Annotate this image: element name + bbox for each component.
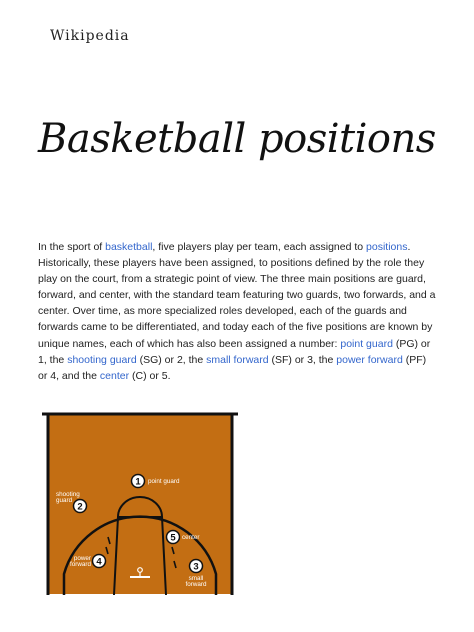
position-number: 2 xyxy=(77,501,83,513)
intro-text: . Historically, these players have been assigned, to positions defined by the role they play on the court, from a strategic point of view. The three main positions are guard, forward, and center, with the standard team featuring two guards, two forwards, and a center. Over time, as more specialized roles developed, each of the guards and forwards came to be differentiated, and today each of the five positions are known by unique names, each of which has also been assigned a number: xyxy=(38,241,436,350)
link-positions[interactable]: positions xyxy=(366,241,408,253)
position-label: guard xyxy=(56,497,73,504)
position-number: 1 xyxy=(135,476,141,488)
position-label: small xyxy=(188,575,204,582)
position-number: 5 xyxy=(170,532,176,544)
page-title: Basketball positions xyxy=(38,116,436,162)
link-center[interactable]: center xyxy=(99,369,130,382)
link-shooting-guard[interactable]: shooting guard xyxy=(67,353,137,366)
position-label: power xyxy=(73,555,91,562)
link-power-forward[interactable]: power forward xyxy=(336,353,403,366)
intro-text: In the sport of xyxy=(38,241,106,253)
intro-text: , five players play per team, each assigned to xyxy=(152,241,367,253)
intro-paragraph xyxy=(38,239,436,384)
position-marker-4 xyxy=(70,555,106,569)
link-point-guard[interactable]: point guard xyxy=(340,337,393,350)
link-small-forward[interactable]: small forward xyxy=(206,353,269,366)
position-number: 4 xyxy=(96,556,102,568)
intro-text: (PG) or 1, the xyxy=(38,337,431,366)
position-label: forward xyxy=(185,581,207,588)
position-label: center xyxy=(182,534,200,541)
court-diagram xyxy=(40,409,240,595)
intro-text: (SG) or 2, the xyxy=(136,353,207,366)
position-label: shooting xyxy=(56,491,80,498)
link-basketball[interactable]: basketball xyxy=(105,241,153,253)
wikipedia-wordmark[interactable]: Wikipedia xyxy=(50,28,130,44)
intro-text: (SF) or 3, the xyxy=(268,353,337,366)
position-label: point guard xyxy=(148,478,180,485)
intro-text: (PF) or 4, and the xyxy=(38,353,427,382)
position-number: 3 xyxy=(193,561,199,573)
intro-text: (C) or 5. xyxy=(129,369,171,382)
position-label: forward xyxy=(70,561,91,568)
